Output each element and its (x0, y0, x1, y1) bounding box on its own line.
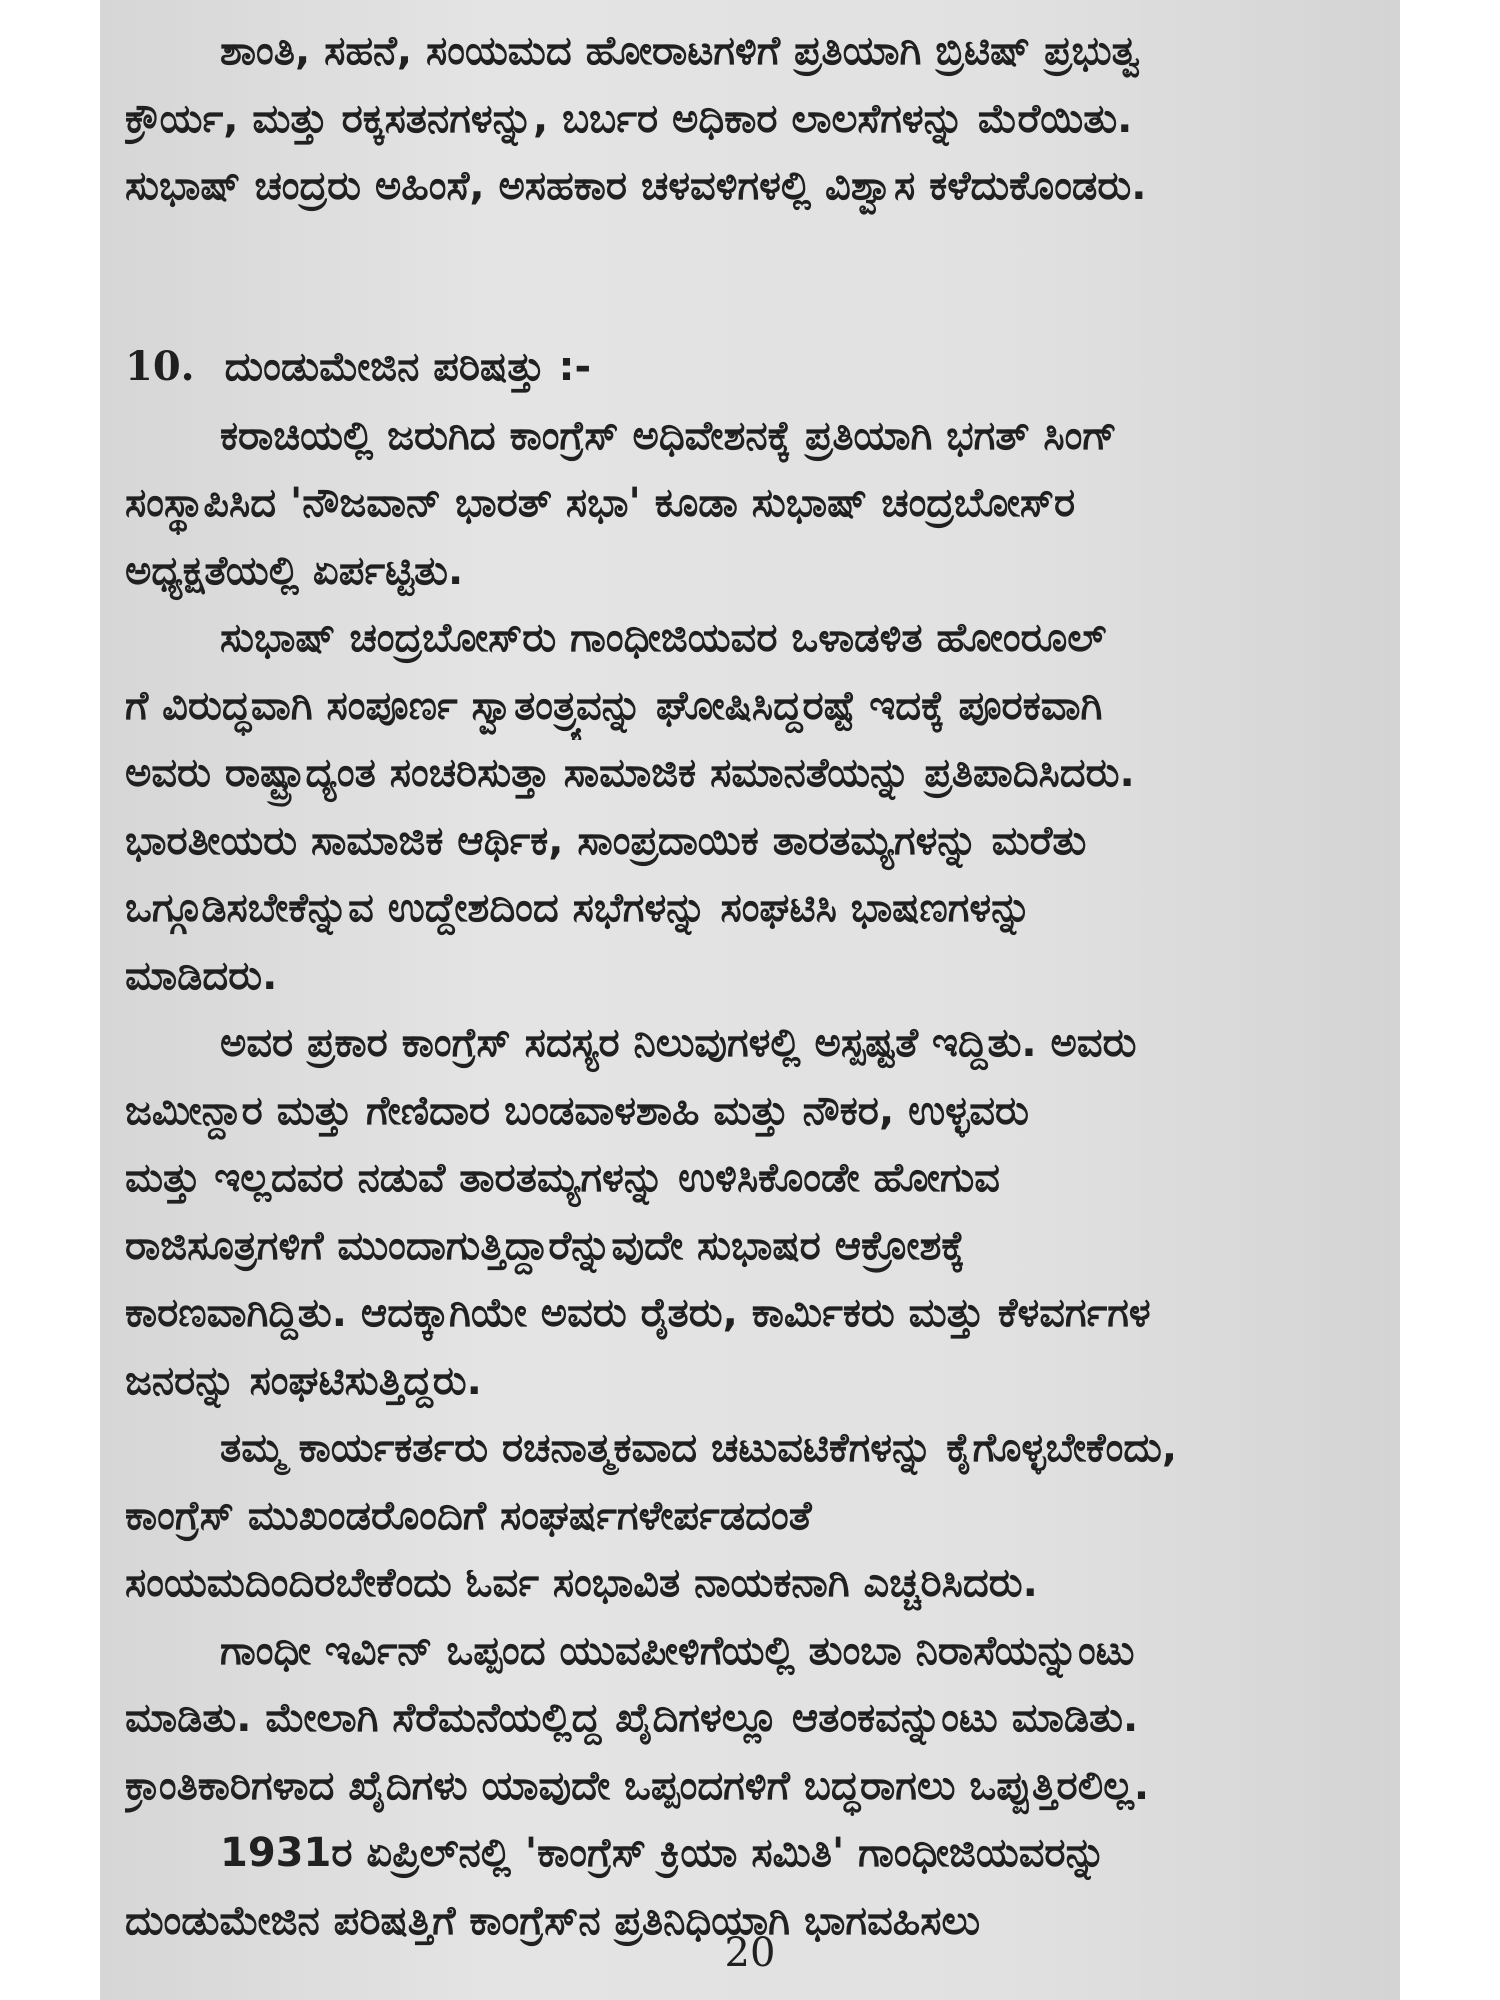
text-line: ಸುಭಾಷ್ ಚಂದ್ರರು ಅಹಿಂಸೆ, ಅಸಹಕಾರ ಚಳವಳಿಗಳಲ್ಲಿ ವಿಶ್ವಾಸ ಕಳೆದುಕೊಂಡರು. (125, 163, 1147, 209)
paragraph (125, 1415, 1360, 1618)
text-line: ಭಾರತೀಯರು ಸಾಮಾಜಿಕ ಆರ್ಥಿಕ, ಸಾಂಪ್ರದಾಯಿಕ ತಾರತಮ್ಯಗಳನ್ನು ಮರೆತು (125, 817, 1087, 864)
section-title: ದುಂಡುಮೇಜಿನ ಪರಿಷತ್ತು :- (224, 343, 592, 390)
page-number: 20 (724, 1930, 776, 1976)
paragraph (125, 18, 1360, 221)
text-line: ಒಗ್ಗೂಡಿಸಬೇಕೆನ್ನುವ ಉದ್ದೇಶದಿಂದ ಸಭೆಗಳನ್ನು ಸಂಘಟಿಸಿ ಭಾಷಣಗಳನ್ನು (125, 885, 1032, 931)
text-line: ಕರಾಚಿಯಲ್ಲಿ ಜರುಗಿದ ಕಾಂಗ್ರೆಸ್ ಅಧಿವೇಶನಕ್ಕೆ ಪ್ರತಿಯಾಗಿ ಭಗತ್ ಸಿಂಗ್ (220, 412, 1117, 459)
text-line: ಗೆ ವಿರುದ್ಧವಾಗಿ ಸಂಪೂರ್ಣ ಸ್ವಾತಂತ್ರ್ಯವನ್ನು ಘೋಷಿಸಿದ್ದರಷ್ಟೆ ಇದಕ್ಕೆ ಪೂರಕವಾಗಿ (125, 682, 1103, 729)
text-line: ಗಾಂಧೀ ಇರ್ವಿನ್ ಒಪ್ಪಂದ ಯುವಪೀಳಿಗೆಯಲ್ಲಿ ತುಂಬಾ ನಿರಾಸೆಯನ್ನುಂಟು (220, 1627, 1135, 1674)
text-line: ಅವರು ರಾಷ್ಟ್ರಾದ್ಯಂತ ಸಂಚರಿಸುತ್ತಾ ಸಾಮಾಜಿಕ ಸಮಾನತೆಯನ್ನು ಪ್ರತಿಪಾದಿಸಿದರು. (125, 750, 1135, 796)
text-line: ಸಂಯಮದಿಂದಿರಬೇಕೆಂದು ಓರ್ವ ಸಂಭಾವಿತ ನಾಯಕನಾಗಿ ಎಚ್ಚರಿಸಿದರು. (125, 1560, 1038, 1606)
text-line: ಸಂಸ್ಥಾಪಿಸಿದ 'ನೌಜವಾನ್ ಭಾರತ್ ಸಭಾ' ಕೂಡಾ ಸುಭಾಷ್ ಚಂದ್ರಬೋಸ್‌ರ (125, 480, 1076, 526)
text-line: ಅವರ ಪ್ರಕಾರ ಕಾಂಗ್ರೆಸ್ ಸದಸ್ಯರ ನಿಲುವುಗಳಲ್ಲಿ ಅಸ್ಪಷ್ಟತೆ ಇದ್ದಿತು. ಅವರು (220, 1020, 1137, 1066)
book-page (100, 0, 1400, 2000)
section-number: 10. (125, 342, 195, 390)
paragraph (125, 1010, 1360, 1415)
text-line: ರಾಜಿಸೂತ್ರಗಳಿಗೆ ಮುಂದಾಗುತ್ತಿದ್ದಾರೆನ್ನುವುದೇ ಸುಭಾಷರ ಆಕ್ರೋಶಕ್ಕೆ (125, 1222, 965, 1269)
page-body (125, 18, 1360, 1955)
text-line: ಸುಭಾಷ್ ಚಂದ್ರಬೋಸ್‌ರು ಗಾಂಧೀಜಿಯವರ ಒಳಾಡಳಿತ ಹೋಂರೂಲ್ (220, 615, 1107, 661)
text-line: 1931ರ ಏಪ್ರಿಲ್‌ನಲ್ಲಿ 'ಕಾಂಗ್ರೆಸ್ ಕ್ರಿಯಾ ಸಮಿತಿ' ಗಾಂಧೀಜಿಯವರನ್ನು (220, 1830, 1106, 1876)
section-heading (125, 331, 1360, 403)
text-line: ಕಾಂಗ್ರೆಸ್ ಮುಖಂಡರೊಂದಿಗೆ ಸಂಘರ್ಷಗಳೇರ್ಪಡದಂತೆ (125, 1492, 812, 1539)
text-line: ಕಾರಣವಾಗಿದ್ದಿತು. ಆದಕ್ಕಾಗಿಯೇ ಅವರು ರೈತರು, ಕಾರ್ಮಿಕರು ಮತ್ತು ಕೆಳವರ್ಗಗಳ (125, 1290, 1151, 1336)
text-line: ತಮ್ಮ ಕಾರ್ಯಕರ್ತರು ರಚನಾತ್ಮಕವಾದ ಚಟುವಟಿಕೆಗಳನ್ನು ಕೈಗೊಳ್ಳಬೇಕೆಂದು, (220, 1425, 1178, 1471)
text-line: ಕ್ರೌರ್ಯ, ಮತ್ತು ರಕ್ಕಸತನಗಳನ್ನು, ಬರ್ಬರ ಅಧಿಕಾರ ಲಾಲಸೆಗಳನ್ನು ಮೆರೆಯಿತು. (125, 95, 1133, 142)
paragraph (125, 605, 1360, 1010)
text-line: ಜನರನ್ನು ಸಂಘಟಿಸುತ್ತಿದ್ದರು. (125, 1357, 482, 1404)
paragraph (125, 403, 1360, 606)
text-line: ಜಮೀನ್ದಾರ ಮತ್ತು ಗೇಣಿದಾರ ಬಂಡವಾಳಶಾಹಿ ಮತ್ತು ನೌಕರ, ಉಳ್ಳವರು (125, 1087, 1029, 1134)
text-line: ಮಾಡಿದರು. (125, 952, 278, 999)
text-line: ಕ್ರಾಂತಿಕಾರಿಗಳಾದ ಖೈದಿಗಳು ಯಾವುದೇ ಒಪ್ಪಂದಗಳಿಗೆ ಬದ್ಧರಾಗಲು ಒಪ್ಪುತ್ತಿರಲಿಲ್ಲ. (125, 1762, 1150, 1809)
text-line: ಮಾಡಿತು. ಮೇಲಾಗಿ ಸೆರೆಮನೆಯಲ್ಲಿದ್ದ ಖೈದಿಗಳಲ್ಲೂ ಆತಂಕವನ್ನುಂಟು ಮಾಡಿತು. (125, 1695, 1139, 1741)
paragraph (125, 1618, 1360, 1821)
text-line: ಶಾಂತಿ, ಸಹನೆ, ಸಂಯಮದ ಹೋರಾಟಗಳಿಗೆ ಪ್ರತಿಯಾಗಿ ಬ್ರಿಟಿಷ್ ಪ್ರಭುತ್ವ (220, 28, 1140, 74)
spacer (125, 221, 1360, 331)
text-line: ಮತ್ತು ಇಲ್ಲದವರ ನಡುವೆ ತಾರತಮ್ಯಗಳನ್ನು ಉಳಿಸಿಕೊಂಡೇ ಹೋಗುವ (125, 1155, 1000, 1201)
text-line: ದುಂಡುಮೇಜಿನ ಪರಿಷತ್ತಿಗೆ ಕಾಂಗ್ರೆಸ್‌ನ ಪ್ರತಿನಿಧಿಯಾಗಿ ಭಾಗವಹಿಸಲು (125, 1897, 981, 1944)
text-line: ಅಧ್ಯಕ್ಷತೆಯಲ್ಲಿ ಏರ್ಪಟ್ಟಿತು. (125, 547, 464, 594)
